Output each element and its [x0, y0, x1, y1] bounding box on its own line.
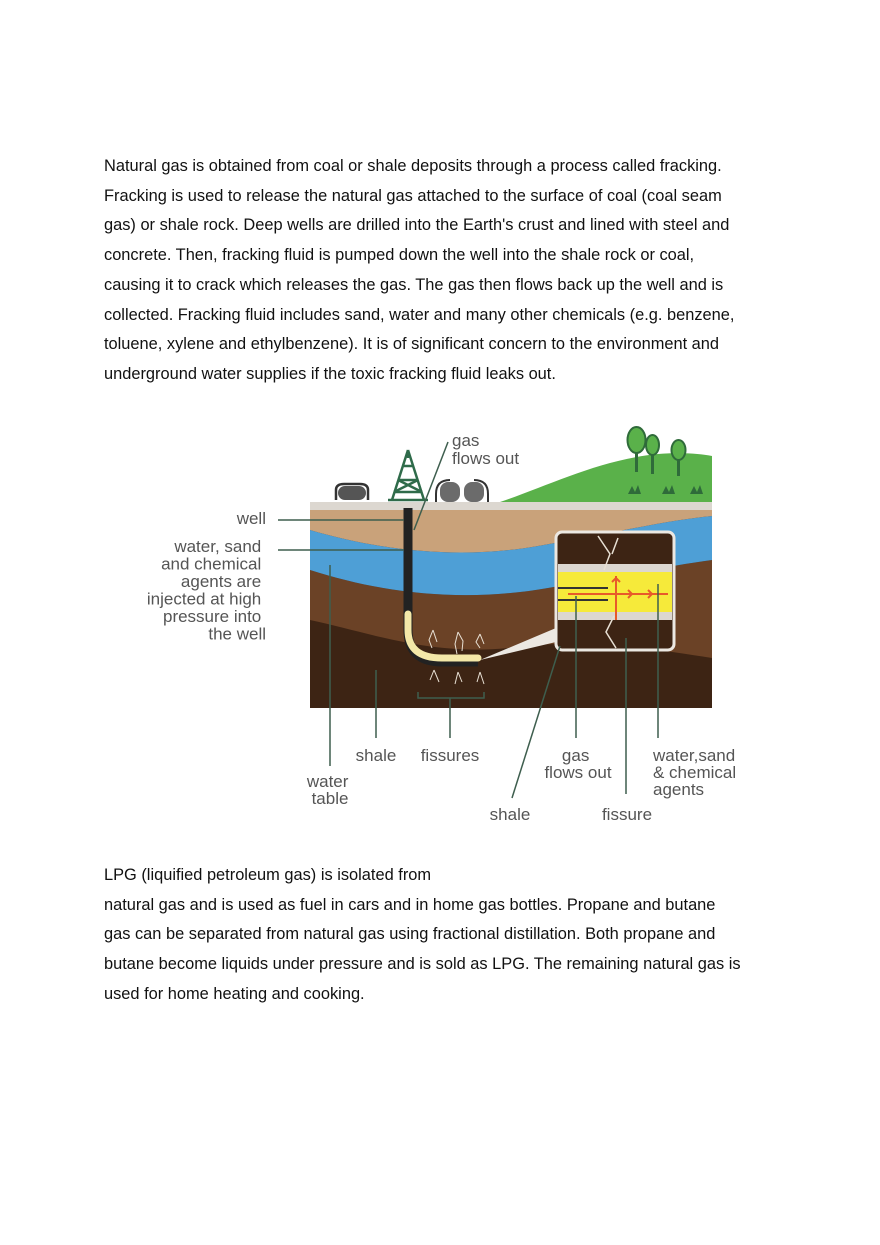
text-line: Fracking is used to release the natural gas attached to the surface of coal (coal seam: [104, 186, 722, 205]
text-line: gas can be separated from natural gas using fractional distillation. Both propane and: [104, 925, 716, 944]
surface-strip: [310, 502, 712, 510]
drilling-rig-icon: [388, 450, 428, 500]
label-well: well: [236, 509, 266, 528]
text-line: natural gas and is used as fuel in cars and in home gas bottles. Propane and butane: [104, 895, 716, 914]
label-water-sand-chemical: water,sand & chemical agents: [653, 746, 737, 799]
label-gas-flows-out-bottom: gas flows out: [544, 746, 612, 782]
label-water-table: water table: [306, 772, 349, 808]
storage-tank-icon: [336, 484, 368, 500]
label-shale-inset: shale: [489, 805, 531, 824]
text-line: causing it to crack which releases the gas. The gas then flows back up the well and is: [104, 275, 724, 294]
label-gas-flows-out-top: gas flows out: [452, 431, 520, 468]
lpg-paragraph: [104, 861, 794, 1010]
intro-paragraph: [104, 152, 794, 390]
text-line: Natural gas is obtained from coal or shale deposits through a process called fracking.: [104, 157, 722, 175]
text-line: collected. Fracking fluid includes sand, water and many other chemicals (e.g. benzene,: [104, 305, 735, 324]
text-line: underground water supplies if the toxic fracking fluid leaks out.: [104, 364, 556, 383]
fracking-diagram: [128, 420, 768, 835]
text-line: gas) or shale rock. Deep wells are drilled into the Earth's crust and lined with steel and: [104, 216, 730, 235]
gas-tanks-icon: [436, 480, 488, 502]
text-line: toluene, xylene and ethylbenzene). It is of significant concern to the environment and: [104, 335, 720, 354]
label-shale: shale: [355, 746, 397, 765]
label-injected: water, sand and chemical agents are injected at high pressure into the well: [146, 537, 266, 644]
text-line: used for home heating and cooking.: [104, 984, 365, 1003]
label-fissures: fissures: [420, 746, 480, 765]
inset-band-top: [558, 564, 672, 572]
text-line: LPG (liquified petroleum gas) is isolated from: [104, 866, 432, 884]
text-line: concrete. Then, fracking fluid is pumped down the well into the shale rock or coal,: [104, 246, 695, 265]
label-fissure-inset: fissure: [601, 805, 653, 824]
text-line: butane become liquids under pressure and is sold as LPG. The remaining natural gas is: [104, 955, 741, 974]
